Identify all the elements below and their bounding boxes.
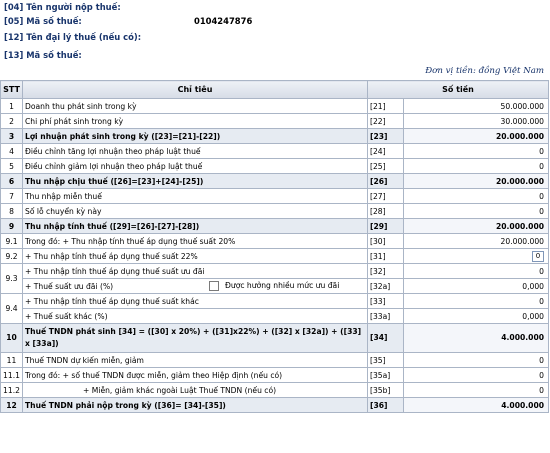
amount-input-21[interactable]: 50.000.000 <box>404 99 549 114</box>
row-code: [27] <box>368 189 404 204</box>
amount-input-33[interactable]: 0 <box>404 294 549 309</box>
row-stt: 8 <box>1 204 23 219</box>
col-indicator-header: Chỉ tiêu <box>23 81 368 99</box>
multi-incentive-label: Được hưởng nhiều mức ưu đãi <box>225 281 340 290</box>
col-amount-header: Số tiền <box>368 81 549 99</box>
row-code: [34] <box>368 324 404 353</box>
row-code: [36] <box>368 398 404 413</box>
row-stt: 9.4 <box>1 294 23 324</box>
row-label: Doanh thu phát sinh trong kỳ <box>23 99 368 114</box>
table-row <box>1 309 549 324</box>
table-row <box>1 353 549 368</box>
row-stt: 10 <box>1 324 23 353</box>
amount-input-27[interactable]: 0 <box>404 189 549 204</box>
table-row <box>1 144 549 159</box>
amount-value-36: 4.000.000 <box>404 398 549 413</box>
amount-input-22[interactable]: 30.000.000 <box>404 114 549 129</box>
amount-cell-31 <box>404 249 549 264</box>
col-stt-header: STT <box>1 81 23 99</box>
row-code: [25] <box>368 159 404 174</box>
row-stt: 9 <box>1 219 23 234</box>
row-label: Thu nhập chịu thuế ([26]=[23]+[24]-[25]) <box>23 174 368 189</box>
table-row <box>1 204 549 219</box>
table-row <box>1 279 549 294</box>
row-stt: 9.1 <box>1 234 23 249</box>
row-stt: 11 <box>1 353 23 368</box>
row-code: [33a] <box>368 309 404 324</box>
table-row <box>1 129 549 144</box>
table-row <box>1 398 549 413</box>
row-stt: 11.1 <box>1 368 23 383</box>
table-row <box>1 368 549 383</box>
row-code: [32] <box>368 264 404 279</box>
amount-value-29: 20.000.000 <box>404 219 549 234</box>
row-label-text: + số thuế TNDN được miễn, giảm theo Hiệp định (nếu có) <box>62 370 283 380</box>
table-row <box>1 159 549 174</box>
row-code: [35] <box>368 353 404 368</box>
row-label: Thu nhập miễn thuế <box>23 189 368 204</box>
tax-code-value: 0104247876 <box>194 16 253 26</box>
amount-input-32a[interactable]: 0,000 <box>404 279 549 294</box>
row-label: Điều chỉnh giảm lợi nhuận theo pháp luật thuế <box>23 159 368 174</box>
row-label <box>23 234 368 249</box>
row-code: [29] <box>368 219 404 234</box>
amount-value-26: 20.000.000 <box>404 174 549 189</box>
row-code: [35a] <box>368 368 404 383</box>
row-label-text: + Thu nhập tính thuế áp dụng thuế suất 20% <box>62 236 236 246</box>
table-header-row <box>1 81 549 99</box>
amount-input-28[interactable]: 0 <box>404 204 549 219</box>
row-code: [31] <box>368 249 404 264</box>
table-row <box>1 324 549 353</box>
amount-input-25[interactable]: 0 <box>404 159 549 174</box>
row-label: + Thu nhập tính thuế áp dụng thuế suất 22% <box>23 249 368 264</box>
row-label: + Miễn, giảm khác ngoài Luật Thuế TNDN (nếu có) <box>23 383 368 398</box>
table-row <box>1 114 549 129</box>
row-stt: 4 <box>1 144 23 159</box>
row-label: + Thu nhập tính thuế áp dụng thuế suất khác <box>23 294 368 309</box>
row-stt: 7 <box>1 189 23 204</box>
row-stt: 3 <box>1 129 23 144</box>
table-row <box>1 234 549 249</box>
row-label: Số lỗ chuyển kỳ này <box>23 204 368 219</box>
amount-input-30[interactable]: 20.000.000 <box>404 234 549 249</box>
table-row <box>1 249 549 264</box>
row-label-text: + Thuế suất ưu đãi (%) <box>25 281 114 291</box>
row-label: + Thuế suất khác (%) <box>23 309 368 324</box>
row-stt: 2 <box>1 114 23 129</box>
table-row <box>1 264 549 279</box>
row-code: [35b] <box>368 383 404 398</box>
table-row <box>1 294 549 309</box>
row-code: [30] <box>368 234 404 249</box>
row-stt: 6 <box>1 174 23 189</box>
row-label: Thuế TNDN dự kiến miễn, giảm <box>23 353 368 368</box>
tax-declaration-table <box>0 80 549 413</box>
row-stt: 12 <box>1 398 23 413</box>
table-row <box>1 174 549 189</box>
table-row <box>1 99 549 114</box>
tax-code-row <box>4 14 253 28</box>
row-label: Chi phí phát sinh trong kỳ <box>23 114 368 129</box>
row-label: Lợi nhuận phát sinh trong kỳ ([23]=[21]-[22]) <box>23 129 368 144</box>
amount-input-35b[interactable]: 0 <box>404 383 549 398</box>
table-row <box>1 189 549 204</box>
row-label: Điều chỉnh tăng lợi nhuận theo pháp luật thuế <box>23 144 368 159</box>
row-stt: 5 <box>1 159 23 174</box>
amount-value-35: 0 <box>404 353 549 368</box>
multi-incentive-option <box>205 279 339 292</box>
row-label: Thuế TNDN phải nộp trong kỳ ([36]= [34]-[35]) <box>23 398 368 413</box>
row-code: [24] <box>368 144 404 159</box>
row-code: [23] <box>368 129 404 144</box>
amount-input-32[interactable]: 0 <box>404 264 549 279</box>
row-stt: 9.2 <box>1 249 23 264</box>
amount-value-34: 4.000.000 <box>404 324 549 353</box>
row-code: [32a] <box>368 279 404 294</box>
amount-input-33a[interactable]: 0,000 <box>404 309 549 324</box>
tax-agent-name-label: [12] Tên đại lý thuế (nếu có): <box>4 32 142 42</box>
row-label: Thuế TNDN phát sinh [34] = ([30] x 20%) + ([31]x22%) + ([32] x [32a]) + ([33] x [33a]) <box>23 324 368 353</box>
amount-value-23: 20.000.000 <box>404 129 549 144</box>
currency-unit: Đơn vị tiền: đồng Việt Nam <box>425 66 544 76</box>
row-stt: 11.2 <box>1 383 23 398</box>
row-stt: 1 <box>1 99 23 114</box>
tax-agent-code-label: [13] Mã số thuế: <box>4 50 82 60</box>
row-code: [26] <box>368 174 404 189</box>
row-code: [21] <box>368 99 404 114</box>
row-code: [28] <box>368 204 404 219</box>
row-label-prefix: Trong đó: <box>25 370 61 380</box>
row-label-prefix: Trong đó: <box>25 236 61 246</box>
row-code: [33] <box>368 294 404 309</box>
table-row <box>1 383 549 398</box>
row-label: + Thu nhập tính thuế áp dụng thuế suất ưu đãi <box>23 264 368 279</box>
multi-incentive-checkbox[interactable] <box>209 281 219 291</box>
amount-input-24[interactable]: 0 <box>404 144 549 159</box>
amount-input-35a[interactable]: 0 <box>404 368 549 383</box>
taxpayer-name-label: [04] Tên người nộp thuế: <box>4 2 121 12</box>
row-stt: 9.3 <box>1 264 23 294</box>
amount-input-31[interactable]: 0 <box>532 251 544 262</box>
tax-code-label: [05] Mã số thuế: <box>4 16 82 26</box>
row-label <box>23 279 368 294</box>
row-label: Thu nhập tính thuế ([29]=[26]-[27]-[28]) <box>23 219 368 234</box>
row-label <box>23 368 368 383</box>
table-row <box>1 219 549 234</box>
row-code: [22] <box>368 114 404 129</box>
